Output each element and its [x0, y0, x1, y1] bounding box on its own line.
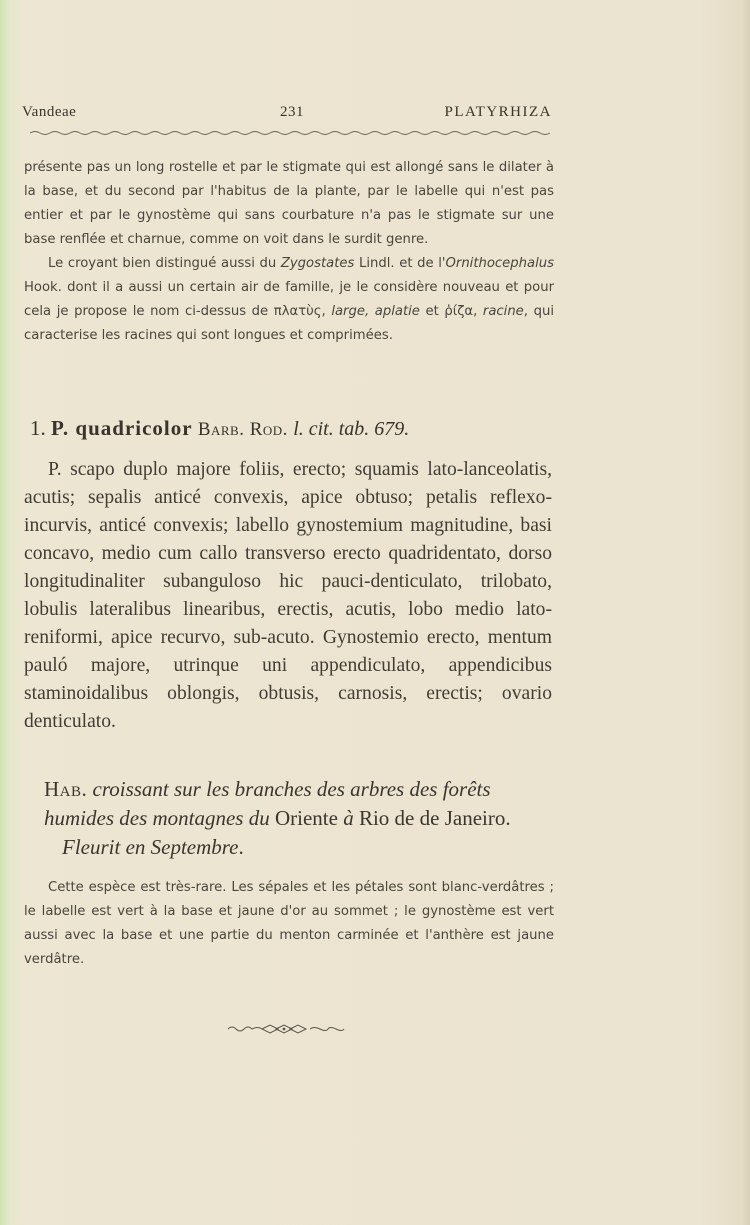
header-rule	[30, 128, 550, 136]
running-header	[22, 104, 552, 128]
color-note	[24, 876, 554, 972]
species-author: Barb. Rod.	[197, 419, 288, 440]
text-run: et	[419, 304, 445, 319]
text-run: Hook. dont il a aussi un certain air de famille, je le considère nouveau et pour cela je propose le nom ci-dessus de	[24, 280, 554, 319]
text-run: Lindl. et de l'	[354, 256, 446, 271]
text-run: Le croyant bien distingué aussi du	[48, 256, 281, 271]
genus-name: Ornithocephalus	[445, 256, 555, 271]
genus-name: Zygostates	[280, 256, 355, 271]
habitat-label: Hab.	[44, 777, 88, 801]
page-number: 231	[280, 104, 304, 120]
text-run: ,	[321, 304, 332, 319]
color-note-text: Cette espèce est très-rare. Les sépales et les pétales sont blanc-verdâtres ; le labelle est vert à la base et jaune d'or au sommet ; le gynostème est vert aussi avec la base et une partie du menton carminée et l'anthère est jaune verdâtre.	[24, 880, 554, 967]
end-ornament-icon	[226, 1022, 346, 1036]
header-section-name: Vandeae	[22, 104, 77, 120]
flowering-period: .	[238, 835, 244, 859]
intro-paragraph-1: présente pas un long rostelle et par le stigmate qui est allongé sans le dilater à la base, et du second par l'habitus de la plante, par le labelle qui n'est pas entier et par le gynostème qui sans courbature n'a pas le stigmate sur une base renflée et charnue, comme on voit dans le surdit genre.	[24, 160, 554, 247]
word-meaning: racine	[482, 304, 524, 319]
species-name: P. quadricolor	[51, 416, 193, 440]
species-reference: l. cit. tab. 679.	[293, 418, 410, 440]
habitat-city: Rio de de Janeiro.	[353, 806, 511, 830]
latin-description-text: P. scapo duplo majore foliis, erecto; squamis lato-lanceolatis, acutis; sepalis anticé convexis, apice obtuso; petalis reflexo-incurvis, anticé convexis; labello gynostemium magnitudine, basi concavo, medio cum callo transverso erecto quadridentato, dorso longitudinaliter subanguloso hic pauci-denticulato, trilobato, lobulis lateralibus linearibus, erectis, acutis, lobo medio lato-reniformi, apice recurvo, sub-acuto. Gynostemio erecto, mentum pauló majore, utrinque uni appendiculato, appendicibus staminoidalibus oblongis, obtusis, carnosis, erectis; ovario denticulato.	[24, 459, 552, 732]
habitat-block	[44, 775, 556, 862]
header-genus-name: PLATYRHIZA	[444, 104, 552, 120]
text-run: ,	[473, 304, 483, 319]
intro-paragraph-2	[24, 252, 554, 348]
flowering-text: Fleurit en Septembre	[62, 835, 239, 859]
habitat-text: croissant sur les branches des arbres des forêts humides des montagnes du	[44, 777, 491, 830]
species-heading	[30, 416, 550, 441]
greek-word: πλατὺς	[273, 304, 322, 319]
latin-description	[24, 456, 552, 736]
flowering-line	[44, 833, 556, 862]
word-meaning: large, aplatie	[331, 304, 420, 319]
habitat-preposition: à	[343, 806, 354, 830]
intro-text	[24, 156, 554, 348]
species-number: 1.	[30, 416, 46, 440]
text-run: , qui caracterise les racines qui sont longues et comprimées.	[24, 304, 554, 343]
greek-word: ῥίζα	[444, 304, 474, 319]
habitat-place: Oriente	[269, 806, 344, 830]
